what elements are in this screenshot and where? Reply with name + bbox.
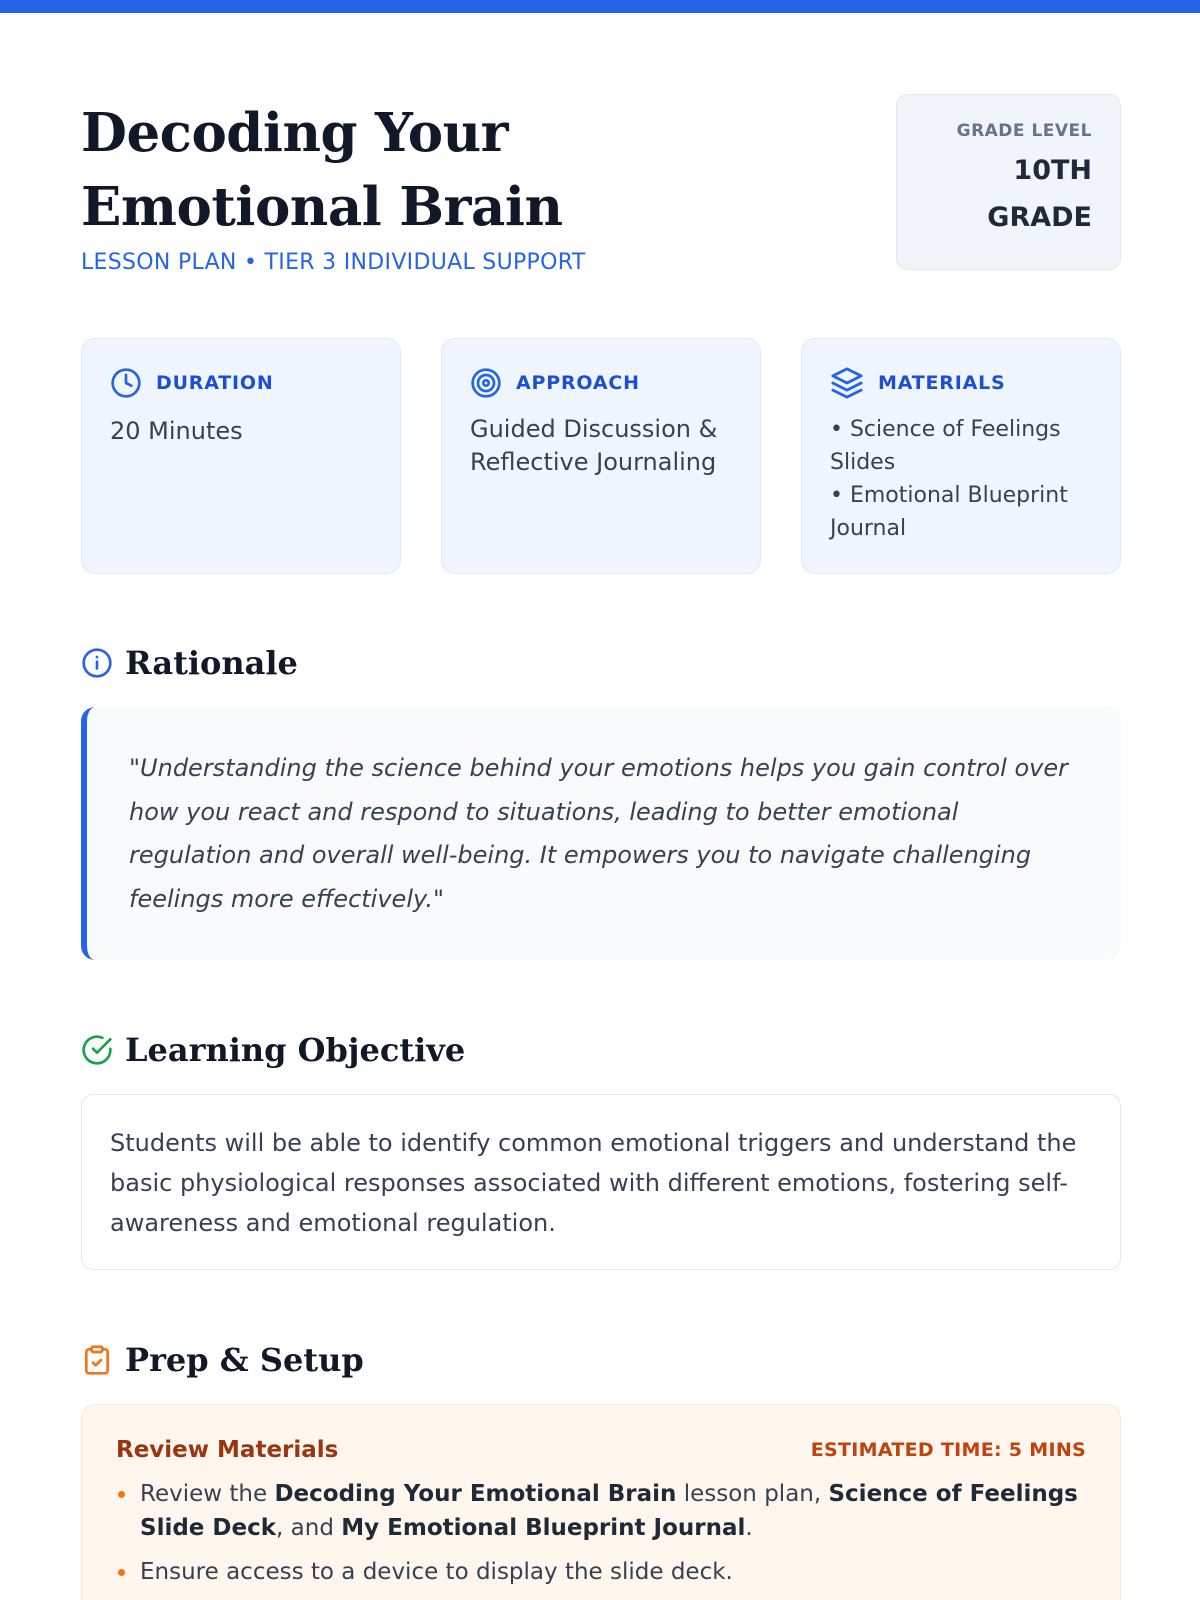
prep-bold-journal: My Emotional Blueprint Journal: [341, 1515, 746, 1541]
grade-level-value: [897, 147, 1092, 241]
prep-card: [81, 1404, 1121, 1600]
prep-bold-slide-deck: Science of Feelings Slide Deck: [140, 1481, 1078, 1541]
prep-estimated-time: ESTIMATED TIME: 5 MINS: [810, 1439, 1086, 1461]
page-subtitle: LESSON PLAN • TIER 3 INDIVIDUAL SUPPORT: [81, 250, 586, 275]
prep-text: lesson plan,: [676, 1481, 829, 1507]
materials-list: [830, 413, 1094, 545]
approach-value: Guided Discussion & Reflective Journaling: [470, 415, 718, 476]
duration-value: 20 Minutes: [110, 417, 243, 445]
approach-card: [441, 338, 761, 574]
top-accent-bar: [0, 0, 1200, 13]
materials-title: MATERIALS: [878, 372, 1006, 394]
clipboard-check-icon: [81, 1344, 113, 1376]
grade-level-value-line2: GRADE: [987, 202, 1092, 233]
prep-card-title: Review Materials: [116, 1437, 339, 1463]
prep-bold-lesson-plan: Decoding Your Emotional Brain: [274, 1481, 677, 1507]
list-item: [116, 1477, 1086, 1545]
rationale-quote: "Understanding the science behind your emotions helps you gain control over how you react and respond to situations, leading to better emotional regulation and overall well-being. It empowers you to navigate challenging feelings more effectively.": [129, 754, 1068, 913]
check-circle-icon: [81, 1034, 113, 1066]
target-icon: [470, 367, 502, 399]
approach-title: APPROACH: [516, 372, 640, 394]
objective-box: [81, 1094, 1121, 1270]
objective-text: Students will be able to identify common emotional triggers and understand the basic physiological responses associated with different emotions, fostering self-awareness and emotional regulation.: [110, 1129, 1077, 1237]
materials-item: • Emotional Blueprint Journal: [830, 483, 1068, 541]
rationale-heading: [81, 644, 298, 682]
prep-text: .: [745, 1515, 753, 1541]
prep-text: Review the: [140, 1481, 275, 1507]
duration-title: DURATION: [156, 372, 274, 394]
prep-title: Prep & Setup: [125, 1341, 364, 1379]
grade-level-label: GRADE LEVEL: [956, 121, 1092, 141]
rationale-quote-box: [81, 707, 1121, 960]
prep-list: [116, 1477, 1086, 1589]
info-icon: [81, 647, 113, 679]
prep-heading: [81, 1341, 364, 1379]
layers-icon: [830, 366, 864, 400]
grade-level-value-line1: 10TH: [1013, 155, 1092, 186]
objective-heading: [81, 1031, 465, 1069]
materials-item: • Science of Feelings Slides: [830, 417, 1061, 475]
clock-icon: [110, 367, 142, 399]
page-header: [81, 96, 821, 275]
prep-text: , and: [276, 1515, 342, 1541]
list-item: Ensure access to a device to display the slide deck.: [116, 1555, 1086, 1589]
objective-title: Learning Objective: [125, 1031, 466, 1069]
page-title: Decoding Your Emotional Brain: [81, 102, 563, 238]
grade-level-card: [896, 94, 1121, 270]
materials-card: [801, 338, 1121, 574]
duration-card: [81, 338, 401, 574]
rationale-title: Rationale: [125, 644, 298, 682]
